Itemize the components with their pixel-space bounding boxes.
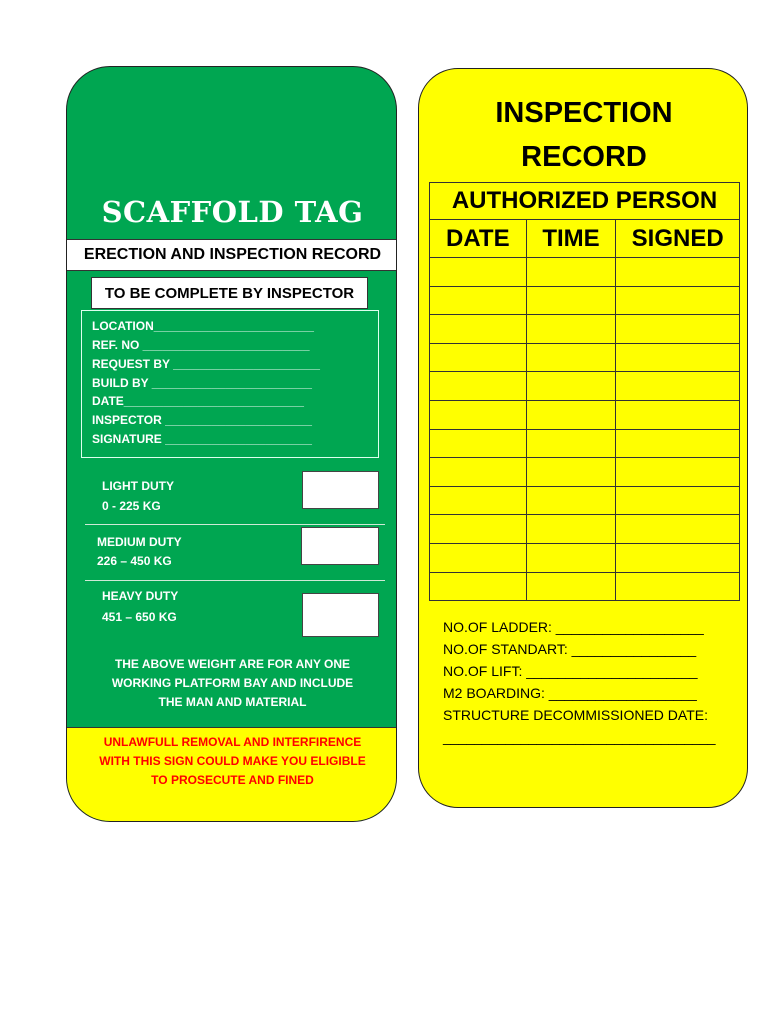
erection-record-subtitle: ERECTION AND INSPECTION RECORD — [67, 239, 397, 271]
signed-cell[interactable] — [616, 486, 740, 515]
signed-cell[interactable] — [616, 258, 740, 287]
table-row — [430, 572, 740, 601]
decommissioned-date-field[interactable]: ___________________________________ — [443, 729, 716, 745]
heavy-duty-checkbox[interactable] — [302, 593, 379, 637]
time-cell[interactable] — [526, 372, 616, 401]
time-column-header: TIME — [526, 220, 616, 258]
time-cell[interactable] — [526, 286, 616, 315]
warning-text — [67, 733, 397, 790]
time-cell[interactable] — [526, 343, 616, 372]
warning-line: UNLAWFULL REMOVAL AND INTERFIRENCE — [103, 735, 362, 749]
table-row — [430, 286, 740, 315]
date-cell[interactable] — [430, 315, 527, 344]
time-cell[interactable] — [526, 486, 616, 515]
ref-no-field[interactable]: REF. NO _________________________ — [92, 338, 310, 352]
signed-cell[interactable] — [616, 429, 740, 458]
medium-duty-label: MEDIUM DUTY — [97, 535, 182, 549]
time-cell[interactable] — [526, 515, 616, 544]
divider — [85, 580, 385, 581]
inspection-title: INSPECTION — [495, 97, 673, 129]
time-cell[interactable] — [526, 400, 616, 429]
table-row — [430, 343, 740, 372]
table-row — [430, 458, 740, 487]
signed-cell[interactable] — [616, 572, 740, 601]
table-row — [430, 258, 740, 287]
inspector-note: TO BE COMPLETE BY INSPECTOR — [91, 277, 368, 309]
date-cell[interactable] — [430, 343, 527, 372]
medium-duty-checkbox[interactable] — [301, 527, 379, 565]
request-by-field[interactable]: REQUEST BY ______________________ — [92, 357, 320, 371]
decommissioned-date-label: STRUCTURE DECOMMISSIONED DATE: — [443, 707, 708, 723]
signed-cell[interactable] — [616, 543, 740, 572]
weight-note-line: WORKING PLATFORM BAY AND INCLUDE — [111, 676, 354, 690]
record-title: RECORD — [521, 141, 647, 173]
table-row — [430, 400, 740, 429]
standard-count-field[interactable]: NO.OF STANDART: ________________ — [443, 641, 697, 657]
date-cell[interactable] — [430, 258, 527, 287]
scaffold-tag-card — [66, 66, 397, 822]
date-cell[interactable] — [430, 286, 527, 315]
medium-duty-range: 226 – 450 KG — [97, 554, 172, 568]
table-row — [430, 315, 740, 344]
light-duty-range: 0 - 225 KG — [102, 499, 161, 513]
scaffold-tag-title: SCAFFOLD TAG — [101, 195, 364, 229]
time-cell[interactable] — [526, 258, 616, 287]
signature-field[interactable]: SIGNATURE ______________________ — [92, 432, 312, 446]
location-field[interactable]: LOCATION________________________ — [92, 319, 314, 333]
m2-boarding-field[interactable]: M2 BOARDING: ___________________ — [443, 685, 697, 701]
inspector-field[interactable]: INSPECTOR ______________________ — [92, 413, 312, 427]
light-duty-checkbox[interactable] — [302, 471, 379, 509]
weight-note — [67, 655, 397, 712]
table-row — [430, 429, 740, 458]
signed-cell[interactable] — [616, 315, 740, 344]
date-cell[interactable] — [430, 572, 527, 601]
time-cell[interactable] — [526, 543, 616, 572]
table-row — [430, 515, 740, 544]
weight-note-line: THE MAN AND MATERIAL — [158, 695, 307, 709]
weight-note-line: THE ABOVE WEIGHT ARE FOR ANY ONE — [114, 657, 351, 671]
time-cell[interactable] — [526, 315, 616, 344]
time-cell[interactable] — [526, 458, 616, 487]
warning-line: WITH THIS SIGN COULD MAKE YOU ELIGIBLE — [99, 754, 366, 768]
signed-cell[interactable] — [616, 458, 740, 487]
time-cell[interactable] — [526, 572, 616, 601]
inspection-record-card — [418, 68, 748, 808]
inspection-record-table — [429, 182, 740, 601]
time-cell[interactable] — [526, 429, 616, 458]
signed-cell[interactable] — [616, 515, 740, 544]
table-row — [430, 372, 740, 401]
authorized-person-header: AUTHORIZED PERSON — [430, 183, 740, 220]
signed-cell[interactable] — [616, 400, 740, 429]
table-row — [430, 543, 740, 572]
signed-cell[interactable] — [616, 343, 740, 372]
heavy-duty-range: 451 – 650 KG — [102, 610, 177, 624]
date-cell[interactable] — [430, 372, 527, 401]
light-duty-label: LIGHT DUTY — [102, 479, 174, 493]
ladder-count-field[interactable]: NO.OF LADDER: ___________________ — [443, 619, 704, 635]
date-cell[interactable] — [430, 486, 527, 515]
inspection-fields — [81, 310, 379, 458]
date-cell[interactable] — [430, 543, 527, 572]
signed-cell[interactable] — [616, 372, 740, 401]
date-column-header: DATE — [430, 220, 527, 258]
date-cell[interactable] — [430, 458, 527, 487]
date-field[interactable]: DATE___________________________ — [92, 394, 304, 408]
lift-count-field[interactable]: NO.OF LIFT: ______________________ — [443, 663, 698, 679]
heavy-duty-label: HEAVY DUTY — [102, 589, 179, 603]
signed-column-header: SIGNED — [616, 220, 740, 258]
warning-line: TO PROSECUTE AND FINED — [151, 773, 314, 787]
signed-cell[interactable] — [616, 286, 740, 315]
date-cell[interactable] — [430, 400, 527, 429]
date-cell[interactable] — [430, 429, 527, 458]
date-cell[interactable] — [430, 515, 527, 544]
divider — [85, 524, 385, 525]
build-by-field[interactable]: BUILD BY ________________________ — [92, 376, 312, 390]
warning-band — [67, 727, 397, 822]
table-row — [430, 486, 740, 515]
